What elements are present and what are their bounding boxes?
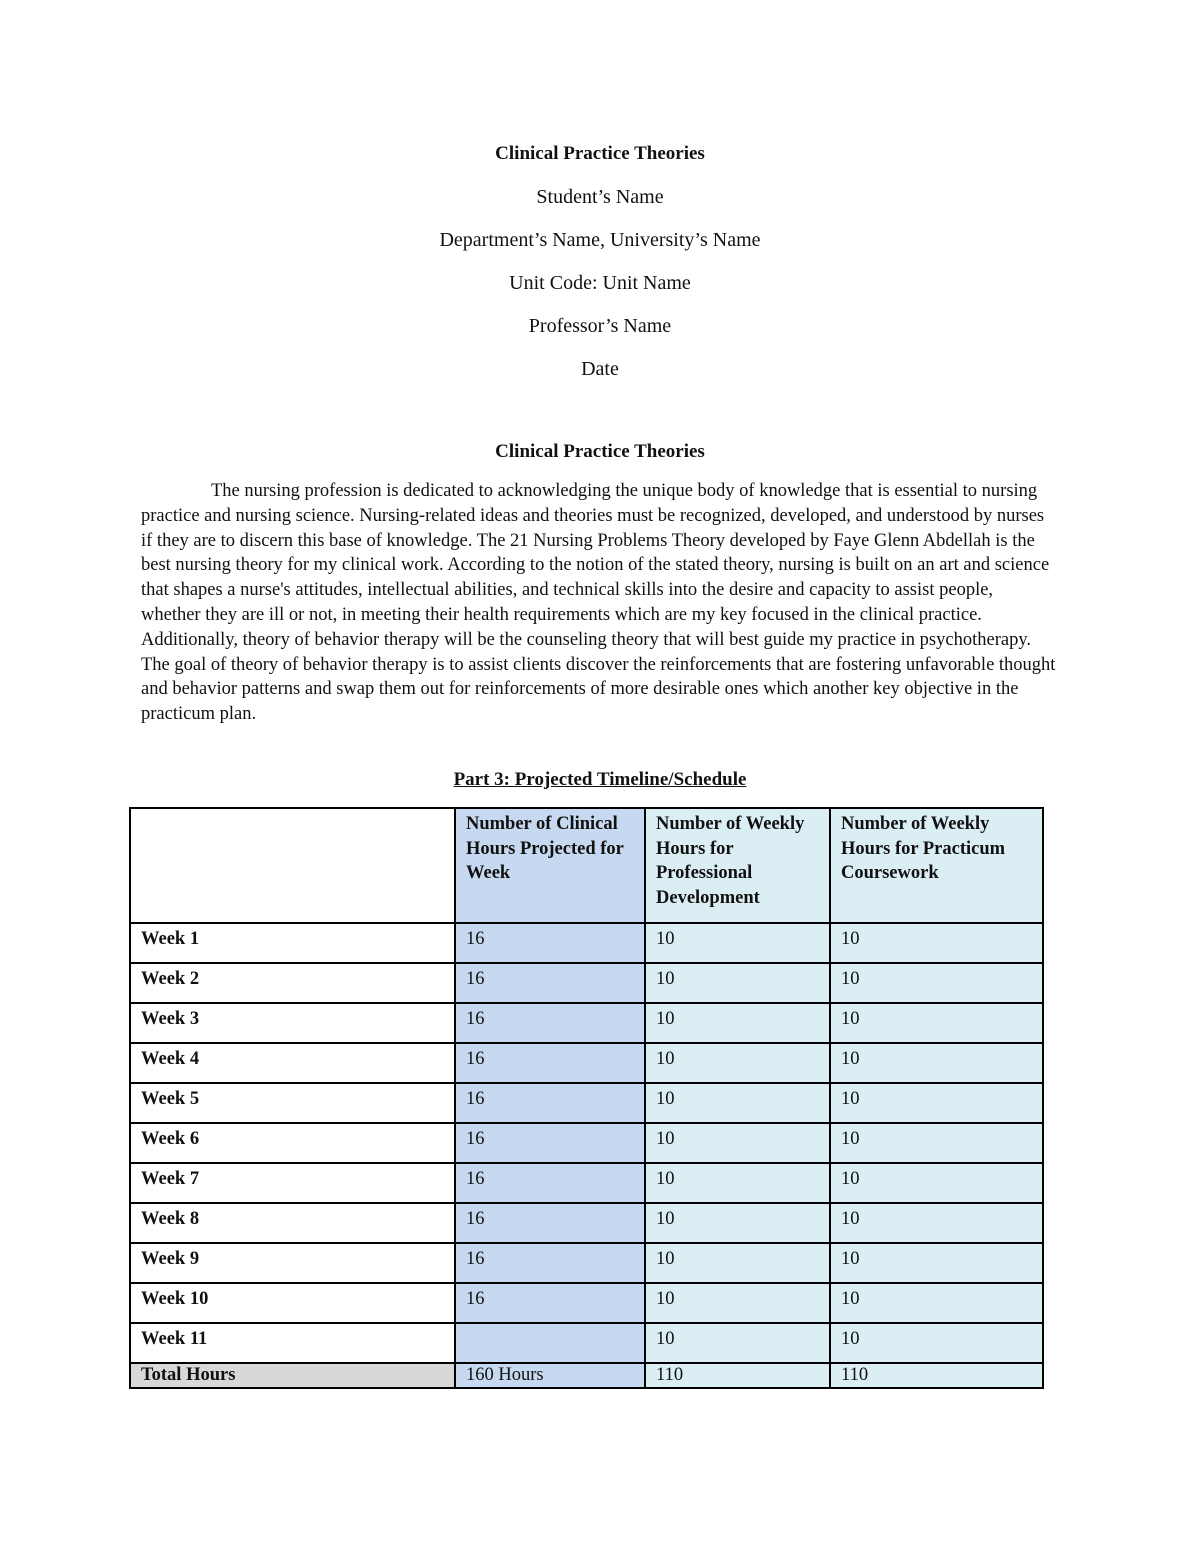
professional-development-cell: 10 (645, 1283, 830, 1323)
clinical-hours-cell: 16 (455, 1003, 645, 1043)
clinical-hours-cell: 16 (455, 923, 645, 963)
table-row (130, 1003, 1043, 1043)
practicum-coursework-cell: 10 (830, 1003, 1043, 1043)
table-row (130, 1163, 1043, 1203)
professional-development-cell: 10 (645, 923, 830, 963)
professional-development-cell: 10 (645, 963, 830, 1003)
professional-development-cell: 10 (645, 1043, 830, 1083)
table-row (130, 963, 1043, 1003)
document-title: Clinical Practice Theories (495, 143, 705, 164)
header-cell-empty (130, 808, 455, 923)
week-label: Week 6 (130, 1123, 455, 1163)
practicum-coursework-cell: 10 (830, 1043, 1043, 1083)
professor-name: Professor’s Name (528, 315, 672, 337)
professional-development-cell: 10 (645, 1243, 830, 1283)
table-row (130, 923, 1043, 963)
unit-code: Unit Code: Unit Name (509, 272, 691, 294)
table-row (130, 1203, 1043, 1243)
total-clinical-hours: 160 Hours (455, 1363, 645, 1388)
practicum-coursework-cell: 10 (830, 1163, 1043, 1203)
week-label: Week 5 (130, 1083, 455, 1123)
title-page (0, 139, 1200, 397)
professional-development-cell: 10 (645, 1123, 830, 1163)
total-practicum-coursework: 110 (830, 1363, 1043, 1388)
table-row (130, 1283, 1043, 1323)
week-label: Week 11 (130, 1323, 455, 1363)
date: Date (581, 358, 619, 380)
header-professional-development: Number of Weekly Hours for Professional Development (645, 808, 830, 923)
clinical-hours-cell: 16 (455, 1083, 645, 1123)
clinical-hours-cell (455, 1323, 645, 1363)
week-label: Week 9 (130, 1243, 455, 1283)
clinical-hours-cell: 16 (455, 1123, 645, 1163)
header-practicum-coursework: Number of Weekly Hours for Practicum Coursework (830, 808, 1043, 923)
practicum-coursework-cell: 10 (830, 1243, 1043, 1283)
week-label: Week 8 (130, 1203, 455, 1243)
practicum-coursework-cell: 10 (830, 1123, 1043, 1163)
clinical-hours-cell: 16 (455, 963, 645, 1003)
table-row (130, 1083, 1043, 1123)
professional-development-cell: 10 (645, 1163, 830, 1203)
header-clinical-hours: Number of Clinical Hours Projected for Week (455, 808, 645, 923)
table-title: Part 3: Projected Timeline/Schedule (453, 769, 747, 790)
professional-development-cell: 10 (645, 1083, 830, 1123)
week-label: Week 1 (130, 923, 455, 963)
week-label: Week 2 (130, 963, 455, 1003)
practicum-coursework-cell: 10 (830, 923, 1043, 963)
table-row (130, 1123, 1043, 1163)
week-label: Week 10 (130, 1283, 455, 1323)
professional-development-cell: 10 (645, 1203, 830, 1243)
practicum-coursework-cell: 10 (830, 1083, 1043, 1123)
schedule-table (129, 807, 1044, 1389)
clinical-hours-cell: 16 (455, 1243, 645, 1283)
week-label: Week 4 (130, 1043, 455, 1083)
student-name: Student’s Name (536, 186, 664, 208)
practicum-coursework-cell: 10 (830, 1323, 1043, 1363)
total-professional-development: 110 (645, 1363, 830, 1388)
body-paragraph: The nursing profession is dedicated to acknowledging the unique body of knowledge that is essential to nursing practice and nursing science. Nursing-related ideas and theories must be recognized, developed, and understood by nurses if they are to discern this base of knowledge. The 21 Nursing Problems Theory developed by Faye Glenn Abdellah is the best nursing theory for my clinical work. According to the notion of the stated theory, nursing is built on an art and science that shapes a nurse's attitudes, intellectual abilities, and technical skills into the desire and capacity to assist people, whether they are ill or not, in meeting their health requirements which are my key focused in the clinical practice. Additionally, theory of behavior therapy will be the counseling theory that will best guide my practice in psychotherapy. The goal of theory of behavior therapy is to assist clients discover the reinforcements that are fostering unfavorable thought and behavior patterns and swap them out for reinforcements of more desirable ones which another key objective in the practicum plan. (141, 481, 1056, 725)
practicum-coursework-cell: 10 (830, 1283, 1043, 1323)
table-row (130, 1043, 1043, 1083)
clinical-hours-cell: 16 (455, 1203, 645, 1243)
practicum-coursework-cell: 10 (830, 963, 1043, 1003)
clinical-hours-cell: 16 (455, 1283, 645, 1323)
clinical-hours-cell: 16 (455, 1043, 645, 1083)
week-label: Week 7 (130, 1163, 455, 1203)
clinical-hours-cell: 16 (455, 1163, 645, 1203)
practicum-coursework-cell: 10 (830, 1203, 1043, 1243)
table-header-row (130, 808, 1043, 923)
total-row (130, 1363, 1043, 1388)
total-label: Total Hours (130, 1363, 455, 1388)
table-row (130, 1243, 1043, 1283)
department-university: Department’s Name, University’s Name (439, 229, 761, 251)
week-label: Week 3 (130, 1003, 455, 1043)
table-row (130, 1323, 1043, 1363)
section-heading: Clinical Practice Theories (495, 441, 705, 462)
professional-development-cell: 10 (645, 1003, 830, 1043)
professional-development-cell: 10 (645, 1323, 830, 1363)
